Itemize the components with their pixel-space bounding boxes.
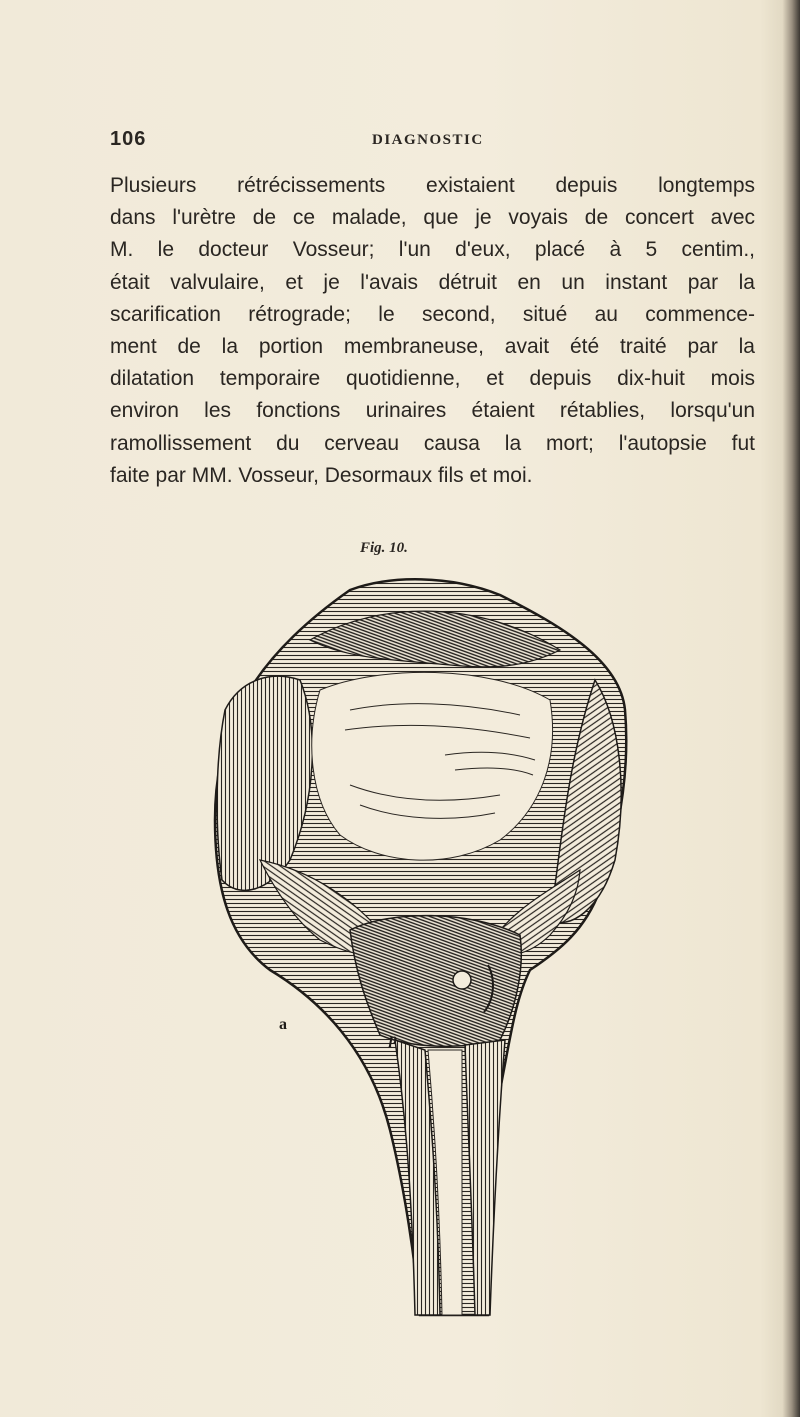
text-line: M. le docteur Vosseur; l'un d'eux, placé à 5 centim.,	[110, 238, 755, 262]
text-line: ramollissement du cerveau causa la mort; l'autopsie fut	[110, 431, 755, 455]
text-line: dilatation temporaire quotidienne, et depuis dix-huit mois	[110, 367, 755, 391]
text-line: environ les fonctions urinaires étaient rétablies, lorsqu'un	[110, 399, 755, 423]
paragraph	[110, 170, 755, 492]
running-title: DIAGNOSTIC	[372, 132, 484, 148]
page-header	[110, 128, 750, 158]
stricture-mark	[453, 971, 471, 989]
text-line: faite par MM. Vosseur, Desormaux fils et moi.	[110, 463, 533, 487]
page-number: 106	[110, 128, 147, 150]
page-edge-shadow	[782, 0, 800, 1417]
text-line: Plusieurs rétrécissements existaient depuis longtemps	[110, 174, 755, 197]
anatomical-engraving	[200, 570, 650, 1330]
figure-caption: Fig. 10.	[360, 540, 408, 556]
text-line: ment de la portion membraneuse, avait été traité par la	[110, 335, 755, 359]
figure-label-a: a	[279, 1016, 287, 1033]
text-line: scarification rétrograde; le second, situé au commence-	[110, 302, 755, 326]
figure-label-p: p	[389, 1031, 397, 1048]
text-line: était valvulaire, et je l'avais détruit en un instant par la	[110, 270, 755, 294]
text-line: dans l'urètre de ce malade, que je voyais de concert avec	[110, 206, 755, 230]
